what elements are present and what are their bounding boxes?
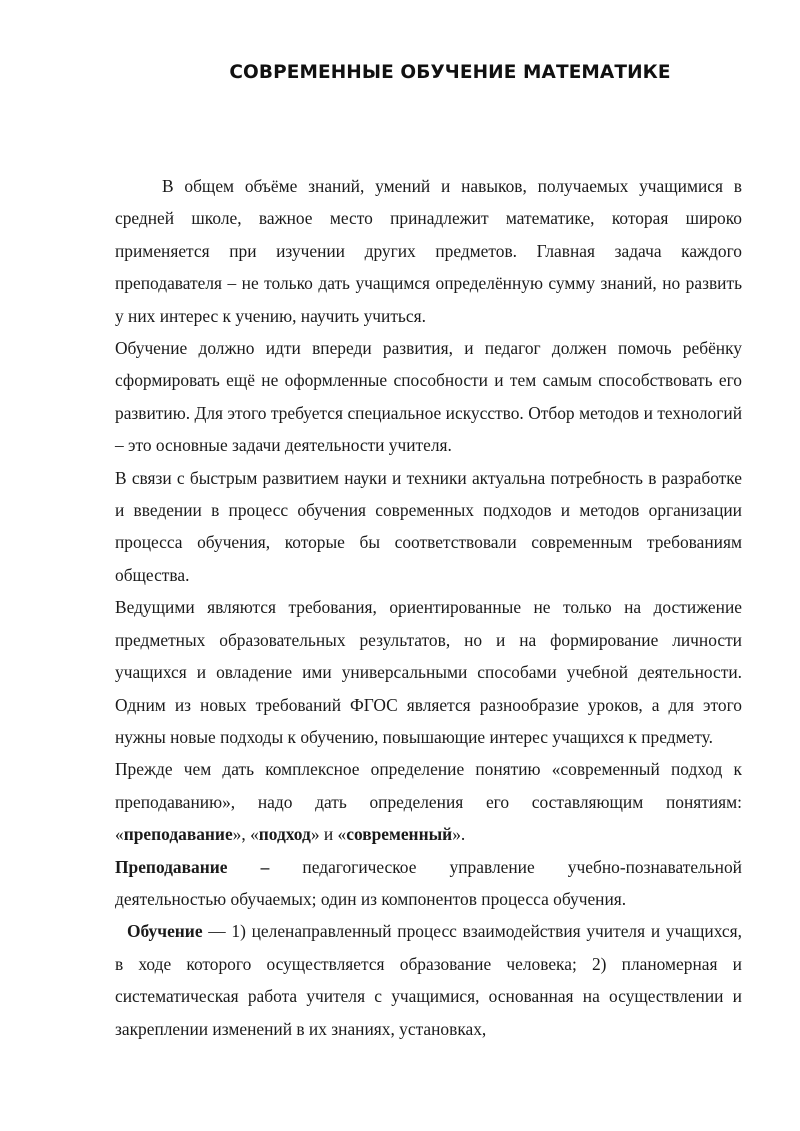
paragraph-learning-definition [115,915,742,1045]
definitions-lead-text: Прежде чем дать комплексное определение понятию «современный подход к преподаванию», надо дать определения его составляющим понятиям: « [115,759,742,845]
definitions-separator-1: », « [232,824,259,845]
teaching-term: Преподавание – [115,856,270,877]
term-modern: современный [346,824,453,845]
teaching-definition-text: педагогическое управление учебно-познавательной деятельностью обучаемых; один из компонентов процесса обучения. [115,856,742,909]
learning-term: Обучение [127,921,203,942]
paragraph-learning-development: Обучение должно идти впереди развития, и педагог должен помочь ребёнку сформировать ещё не оформленные способности и тем самым способствовать его развитию. Для этого требуется специальное искусство. Отбор методов и технологий – это основные задачи деятельности учителя. [115,338,742,456]
paragraph-intro: В общем объёме знаний, умений и навыков, получаемых учащимися в средней школе, важное место принадлежит математике, которая широко применяется при изучении других предметов. Главная задача каждого преподавателя – не только дать учащимся определённую сумму знаний, но развить у них интерес к учению, научить учиться. [115,176,742,326]
paragraph-definitions-intro [115,753,742,850]
term-teaching: преподавание [123,824,233,845]
learning-definition-text: — 1) целенаправленный процесс взаимодействия учителя и учащихся, в ходе которого осуществляется образование человека; 2) планомерная и систематическая работа учителя с учащимися, основанная на осуществлении и закреплении изменений в их знаниях, установках, [115,921,742,1039]
definitions-separator-2: » и « [310,824,347,845]
document-body [115,170,742,1045]
document-title: СОВРЕМЕННЫЕ ОБУЧЕНИЕ МАТЕМАТИКЕ [229,62,671,83]
term-approach: подход [258,824,311,845]
paragraph-fgos-requirements: Ведущими являются требования, ориентированные не только на достижение предметных образовательных результатов, но и на формирование личности учащихся и овладение ими универсальными способами учебной деятельности. Одним из новых требований ФГОС является разнообразие уроков, а для этого нужны новые подходы к обучению, повышающие интерес учащихся к предмету. [115,597,742,747]
definitions-end: ». [452,824,466,845]
paragraph-science-technology: В связи с быстрым развитием науки и техники актуальна потребность в разработке и введении в процесс обучения современных подходов и методов организации процесса обучения, которые бы соответствовали современным требованиям общества. [115,467,742,585]
paragraph-teaching-definition [115,851,742,916]
